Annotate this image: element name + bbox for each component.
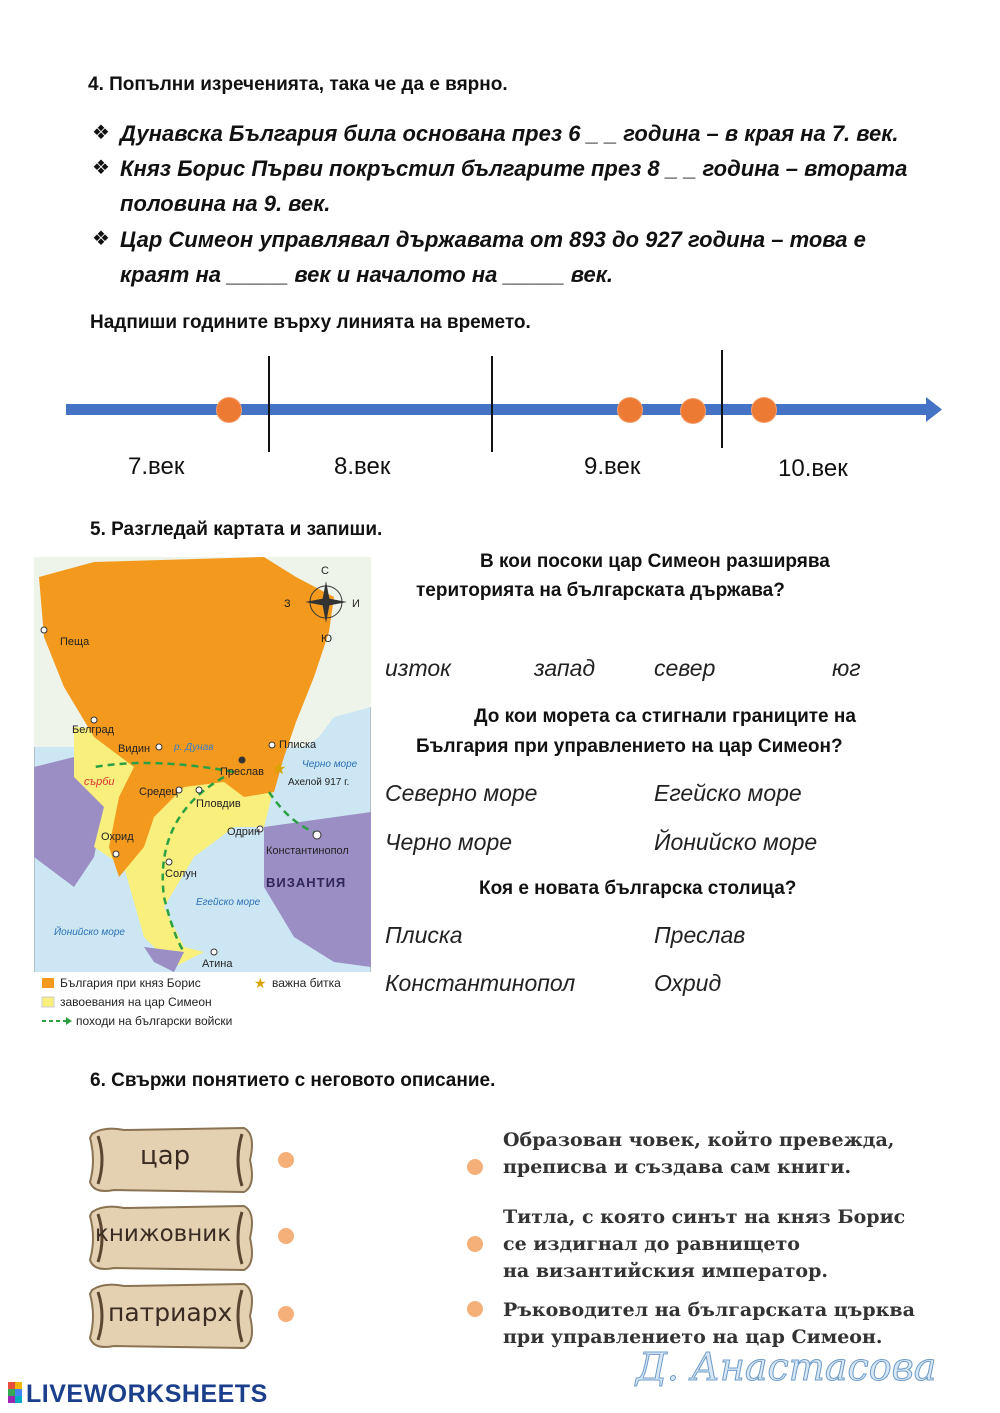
q2-option-ionian-sea[interactable]: Йонийско море [654, 829, 818, 855]
liveworksheets-logo-icon [8, 1382, 22, 1404]
q1-text-line2: територията на българската държава? [416, 580, 785, 601]
city-label: Видин [118, 743, 151, 755]
q2-option-black-sea[interactable]: Черно море [385, 829, 513, 855]
city-label: Атина [202, 958, 233, 970]
compass-west: З [284, 598, 291, 610]
timeline-arrowhead [926, 397, 942, 422]
serbs-label: сърби [84, 776, 115, 788]
timeline-label-9: 9.век [584, 453, 641, 480]
timeline-marker[interactable] [752, 398, 776, 422]
timeline-label-7: 7.век [128, 453, 185, 480]
city-label: Средец [139, 786, 178, 798]
battle-star-icon: ★ [272, 761, 287, 778]
description-1-line: преписва и създава сам книги. [503, 1156, 852, 1178]
timeline [0, 340, 1000, 460]
bullet-icon: ❖ [92, 157, 110, 179]
term-patriarch: патриарх [108, 1298, 233, 1327]
q1-text-line1: В кои посоки цар Симеон разширява [480, 551, 830, 572]
task6-heading: 6. Свържи понятието с неговото описание. [90, 1070, 496, 1091]
black-sea-label: Черно море [302, 759, 358, 770]
bullet-icon: ❖ [92, 122, 110, 144]
timeline-marker[interactable] [681, 399, 705, 423]
byzantium-label: ВИЗАНТИЯ [266, 875, 347, 890]
desc-3-connector[interactable] [467, 1301, 483, 1317]
legend-simeon-label: завоевания на цар Симеон [60, 995, 212, 1009]
city-dot [113, 851, 119, 857]
description-3 [503, 1297, 915, 1351]
compass-east: И [352, 598, 360, 610]
city-label: Преслав [220, 766, 265, 778]
q1-option-south[interactable]: юг [832, 655, 861, 681]
bullet-icon: ❖ [92, 228, 110, 250]
term-tsar: цар [140, 1141, 191, 1171]
aegean-sea-label: Егейско море [196, 897, 261, 908]
city-label: Белград [72, 724, 115, 736]
timeline-instruction: Надпиши годините върху линията на времето. [90, 312, 531, 333]
description-2-line: Титла, с която синът на княз Борис [503, 1206, 906, 1228]
timeline-axis [66, 404, 928, 415]
description-3-line: Ръководител на българската църква [503, 1299, 915, 1321]
task5-heading: 5. Разгледай картата и запиши. [90, 519, 383, 540]
q1-option-east[interactable]: изток [385, 655, 452, 681]
legend-boris-swatch [42, 978, 54, 988]
q3-option-constantinople[interactable]: Константинопол [385, 970, 576, 996]
task4-sentence-2: Княз Борис Първи покръстил българите през 8 _ _ година – втората [120, 156, 908, 181]
task4-sentence-3: Цар Симеон управлявал държавата от 893 до 927 година – това е [120, 227, 866, 252]
task4-sentence-3-cont: краят на _____ век и началото на _____ век. [120, 262, 614, 287]
city-dot [166, 859, 172, 865]
author-signature: Д. Анастасова [636, 1345, 937, 1389]
description-1-line: Образован човек, който превежда, [503, 1129, 895, 1151]
timeline-label-10: 10.век [778, 455, 848, 482]
city-dot [41, 627, 47, 633]
task4-heading: 4. Попълни изреченията, така че да е вярно. [88, 74, 508, 95]
q3-option-pliska[interactable]: Плиска [385, 922, 463, 948]
city-dot [239, 757, 245, 763]
legend-campaign-label: походи на български войски [76, 1014, 233, 1028]
city-dot [269, 742, 275, 748]
city-dot [211, 949, 217, 955]
battle-label: Ахелой 917 г. [288, 777, 350, 788]
legend-boris-label: България при княз Борис [60, 976, 201, 990]
city-dot [313, 831, 321, 839]
city-label: Пловдив [196, 798, 241, 810]
q2-text-line2: България при управлението на цар Симеон? [416, 736, 843, 757]
q2-option-north-sea[interactable]: Северно море [385, 780, 538, 806]
city-label: Солун [165, 868, 197, 880]
city-dot [91, 717, 97, 723]
city-label: Охрид [101, 831, 134, 843]
term-patriarch-connector[interactable] [278, 1306, 294, 1322]
task4-sentence-2-cont: половина на 9. век. [120, 191, 331, 216]
timeline-marker[interactable] [217, 398, 241, 422]
historical-map [34, 557, 371, 1038]
legend-battle-label: важна битка [272, 976, 341, 990]
ionian-sea-label: Йонийско море [54, 927, 125, 938]
q2-text-line1: До кои морета са стигнали границите на [474, 706, 856, 727]
description-2-line: на византийския император. [503, 1260, 828, 1282]
city-label: Константинопол [266, 845, 349, 857]
term-scribe-connector[interactable] [278, 1228, 294, 1244]
q2-option-aegean-sea[interactable]: Егейско море [654, 780, 802, 806]
task4-sentence-1: Дунавска България била основана през 6 _ _ година – в края на 7. век. [120, 121, 899, 146]
q3-option-ohrid[interactable]: Охрид [654, 970, 722, 996]
city-label: Плиска [279, 739, 317, 751]
city-label: Одрин [227, 826, 261, 838]
city-dot [156, 744, 162, 750]
liveworksheets-brand: LIVEWORKSHEETS [26, 1380, 268, 1408]
q1-option-north[interactable]: север [654, 655, 716, 681]
description-3-line: при управлението на цар Симеон. [503, 1326, 883, 1348]
term-tsar-connector[interactable] [278, 1152, 294, 1168]
desc-1-connector[interactable] [467, 1159, 483, 1175]
description-1 [503, 1127, 894, 1181]
river-label: р. Дунав [174, 742, 214, 753]
timeline-marker[interactable] [618, 398, 642, 422]
legend-simeon-swatch [42, 997, 54, 1007]
timeline-label-8: 8.век [334, 453, 391, 480]
compass-north: С [321, 565, 329, 577]
q3-option-preslav[interactable]: Преслав [654, 922, 746, 948]
city-label: Пеща [60, 636, 90, 648]
compass-south: Ю [321, 633, 333, 645]
q1-option-west[interactable]: запад [534, 655, 596, 681]
description-2-line: се издигнал до равнището [503, 1233, 800, 1255]
legend-battle-icon: ★ [254, 975, 267, 991]
description-2 [503, 1204, 905, 1285]
city-dot [196, 787, 202, 793]
q3-text: Коя е новата българска столица? [479, 878, 797, 899]
desc-2-connector[interactable] [467, 1236, 483, 1252]
term-scribe: книжовник [95, 1221, 232, 1247]
